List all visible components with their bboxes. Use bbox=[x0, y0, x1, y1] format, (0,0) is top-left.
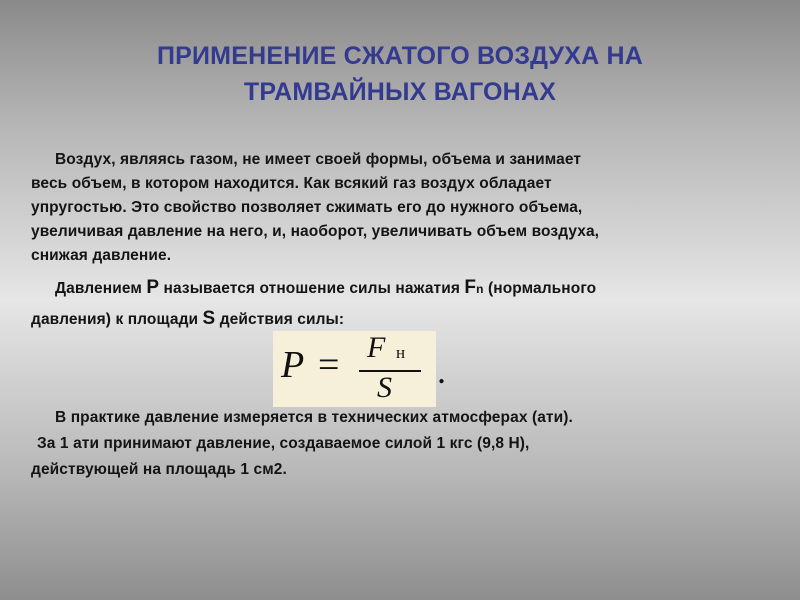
paragraph-pressure-definition bbox=[31, 273, 771, 334]
p2-text-1: Давлением bbox=[55, 280, 147, 297]
formula-lhs: P bbox=[281, 344, 305, 386]
p-symbol: P bbox=[146, 277, 160, 298]
paragraph1-line-3: упругостью. Это свойство позволяет сжимать его до нужного объема, bbox=[31, 199, 583, 216]
s-symbol: S bbox=[202, 308, 216, 329]
formula-numerator: F bbox=[367, 331, 386, 364]
formula-denominator: S bbox=[377, 371, 392, 404]
paragraph3-line-2: За 1 ати принимают давление, создаваемое силой 1 кгс (9,8 Н), bbox=[37, 435, 530, 452]
paragraph-technical-atmosphere bbox=[31, 405, 771, 483]
pressure-formula bbox=[273, 331, 436, 407]
paragraph1-line-5: снижая давление. bbox=[31, 247, 172, 264]
formula-equals: = bbox=[318, 344, 340, 386]
paragraph1-line-4: увеличивая давление на него, и, наоборот, увеличивать объем воздуха, bbox=[31, 223, 600, 240]
paragraph1-line-1: Воздух, являясь газом, не имеет своей формы, объема и занимает bbox=[55, 151, 582, 168]
title-line-2: ТРАМВАЙНЫХ ВАГОНАХ bbox=[243, 78, 557, 106]
paragraph3-line-1: В практике давление измеряется в технических атмосферах (ати). bbox=[55, 409, 573, 426]
title-line-1: ПРИМЕНЕНИЕ СЖАТОГО ВОЗДУХА НА bbox=[156, 42, 644, 70]
paragraph-air-properties bbox=[31, 148, 771, 268]
paragraph1-line-2: весь объем, в котором находится. Как всякий газ воздух обладает bbox=[31, 175, 552, 192]
p2-text-2: называется отношение силы нажатия bbox=[159, 280, 465, 297]
formula-trailing-dot: . bbox=[437, 351, 446, 391]
formula-numerator-sub: н bbox=[396, 343, 406, 362]
paragraph2-line-2 bbox=[31, 304, 771, 334]
slide-title bbox=[40, 38, 760, 110]
p2-text-5: действия силы: bbox=[215, 311, 345, 328]
paragraph2-line-1 bbox=[31, 273, 771, 304]
p2-text-3: (нормального bbox=[483, 280, 597, 297]
p2-text-4: давления) к площади bbox=[31, 311, 203, 328]
f-subscript: n bbox=[476, 282, 484, 296]
paragraph3-line-3: действующей на площадь 1 см2. bbox=[31, 461, 287, 478]
f-symbol: F bbox=[464, 277, 477, 298]
